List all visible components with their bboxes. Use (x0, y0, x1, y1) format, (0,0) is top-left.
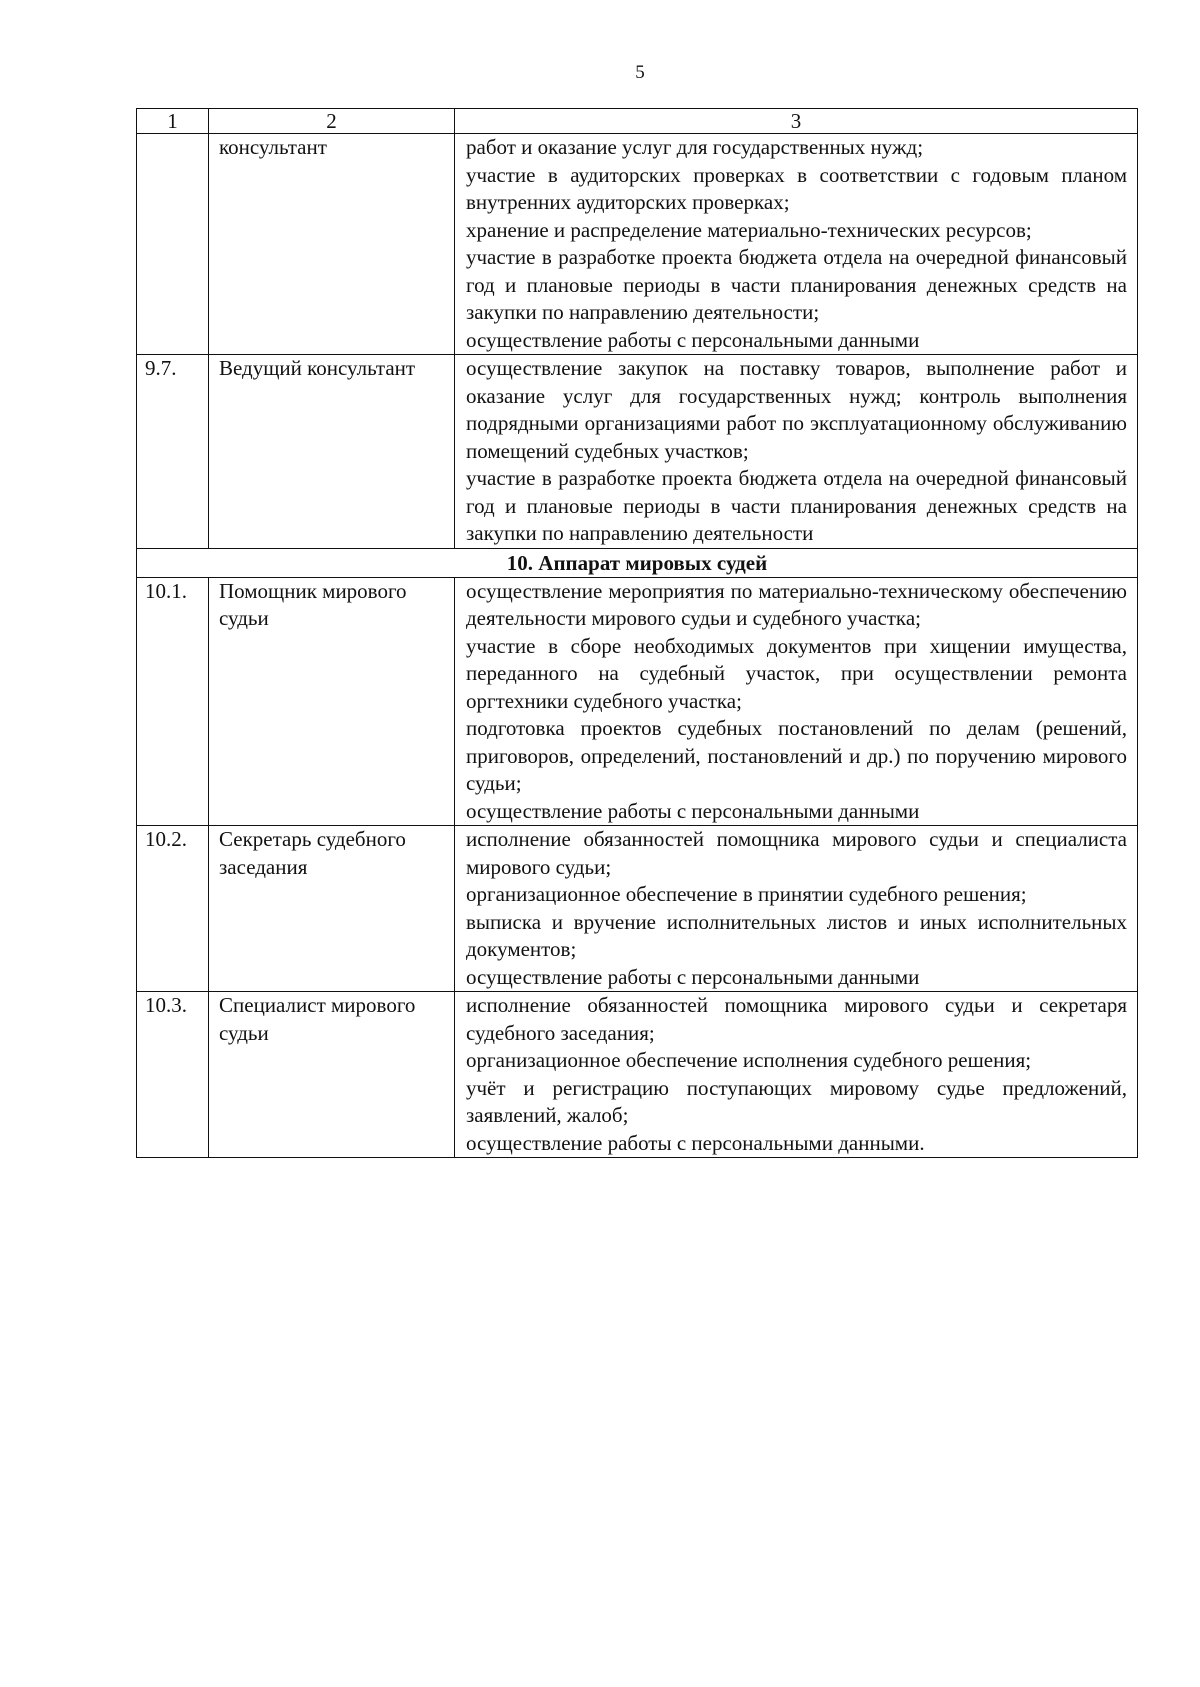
row-number (137, 134, 209, 355)
row-number: 9.7. (137, 355, 209, 549)
header-col-3: 3 (455, 109, 1138, 134)
table-row (137, 355, 1138, 549)
position-title: Помощник мирового судьи (209, 577, 455, 826)
position-title: Секретарь судебного заседания (209, 826, 455, 992)
duty-item: хранение и распределение материально-технических ресурсов; (466, 217, 1032, 242)
duty-item: осуществление работы с персональными данными (466, 798, 920, 823)
position-title: консультант (209, 134, 455, 355)
duties-cell (455, 355, 1138, 549)
duty-item: участие в разработке проекта бюджета отдела на очередной финансовый год и плановые периоды в части планирования денежных средств на закупки по направлению деятельности (466, 466, 1127, 545)
duty-item: исполнение обязанностей помощника мирового судьи и секретаря судебного заседания; (466, 993, 1127, 1045)
header-col-1: 1 (137, 109, 209, 134)
duties-cell (455, 134, 1138, 355)
section-title: 10. Аппарат мировых судей (137, 548, 1138, 577)
table-header-row (137, 109, 1138, 134)
row-number: 10.3. (137, 992, 209, 1158)
position-title: Ведущий консультант (209, 355, 455, 549)
page-number: 5 (635, 62, 645, 83)
row-number: 10.2. (137, 826, 209, 992)
table-row (137, 134, 1138, 355)
section-row (137, 548, 1138, 577)
duty-item: подготовка проектов судебных постановлений по делам (решений, приговоров, определений, постановлений и др.) по поручению мирового судьи; (466, 716, 1127, 795)
duty-item: организационное обеспечение исполнения судебного решения; (466, 1048, 1032, 1072)
duty-item: участие в аудиторских проверках в соответствии с годовым планом внутренних аудиторских проверках; (466, 162, 1127, 214)
duties-table (136, 108, 1138, 1158)
duty-item: исполнение обязанностей помощника мирового судьи и специалиста мирового судьи; (466, 827, 1127, 879)
duties-cell (455, 992, 1138, 1158)
duty-item: выписка и вручение исполнительных листов и иных исполнительных документов; (466, 909, 1127, 961)
table-row (137, 577, 1138, 826)
row-number: 10.1. (137, 577, 209, 826)
duty-item: осуществление работы с персональными данными (466, 964, 920, 989)
position-title: Специалист мирового судьи (209, 992, 455, 1158)
duty-item: осуществление работы с персональными данными. (466, 1130, 925, 1155)
table-row (137, 992, 1138, 1158)
duty-item: осуществление закупок на поставку товаров, выполнение работ и оказание услуг для государственных нужд; контроль выполнения подрядными организациями работ по эксплуатационному обслуживанию помещений судебных участков; (466, 356, 1127, 463)
duties-cell (455, 826, 1138, 992)
duty-item: учёт и регистрацию поступающих мировому судье предложений, заявлений, жалоб; (466, 1075, 1127, 1127)
duty-item: организационное обеспечение в принятии судебного решения; (466, 882, 1027, 906)
header-col-2: 2 (209, 109, 455, 134)
duty-item: осуществление работы с персональными данными (466, 327, 920, 352)
duties-cell (455, 577, 1138, 826)
table-row (137, 826, 1138, 992)
duty-item: работ и оказание услуг для государственных нужд; (466, 135, 924, 159)
duty-item: участие в сборе необходимых документов при хищении имущества, переданного на судебный участок, при осуществлении ремонта оргтехники судебного участка; (466, 633, 1127, 713)
duty-item: осуществление мероприятия по материально-техническому обеспечению деятельности мирового судьи и судебного участка; (466, 578, 1127, 630)
duty-item: участие в разработке проекта бюджета отдела на очередной финансовый год и плановые периоды в части планирования денежных средств на закупки по направлению деятельности; (466, 245, 1127, 324)
